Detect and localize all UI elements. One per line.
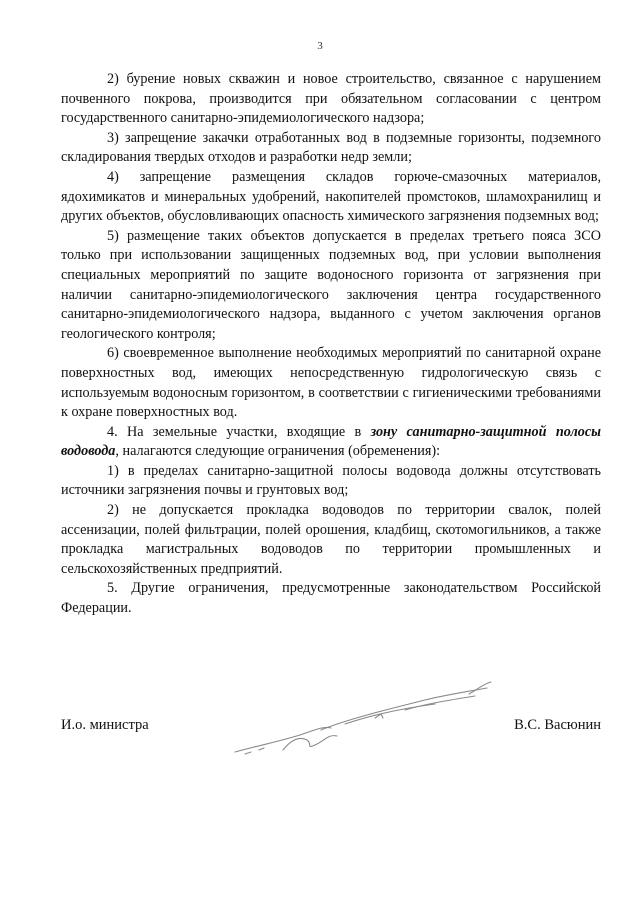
paragraph-item-6: 6) своевременное выполнение необходимых мероприятий по санитарной охране поверхностных вод, имеющих непосредственную гидрологическую связь с используемым водоносным горизонтом, в соответствии с гигиеническими требованиями к охране поверхностных вод. bbox=[61, 345, 601, 421]
paragraph-item-5: 5) размещение таких объектов допускается в пределах третьего пояса ЗСО только при использовании защищенных подземных вод, при условии выполнения специальных мероприятий по защите водоносного горизонта от загрязнения при наличии санитарно-эпидемиологического заключения центра государственного санитарно-эпидемиологического надзора, выданного с учетом заключения органов геологического контроля; bbox=[61, 227, 601, 342]
paragraph-item-4-1: 1) в пределах санитарно-защитной полосы водовода должны отсутствовать источники загрязнения почвы и грунтовых вод; bbox=[61, 462, 601, 499]
paragraph-item-4: 4) запрещение размещения складов горюче-смазочных материалов, ядохимикатов и минеральных удобрений, накопителей промстоков, шламохранилищ и других объектов, обусловливающих опасность химического загрязнения подземных вод; bbox=[61, 168, 601, 225]
signatory-name: В.С. Васюнин bbox=[514, 717, 601, 733]
document-body bbox=[61, 70, 601, 619]
paragraph-item-4-2: 2) не допускается прокладка водоводов по территории свалок, полей ассенизации, полей фильтрации, полей орошения, кладбищ, скотомогильников, а также прокладка магистральных водоводов по территории промышленных и сельскохозяйственных предприятий. bbox=[61, 502, 601, 577]
signature-block bbox=[61, 717, 601, 739]
section-4-suffix: , налагаются следующие ограничения (обременения): bbox=[115, 443, 441, 460]
signatory-position: И.о. министра bbox=[61, 717, 149, 733]
section-4-prefix: 4. На земельные участки, входящие в bbox=[107, 423, 371, 440]
paragraph-item-2: 2) бурение новых скважин и новое строительство, связанное с нарушением почвенного покрова, производится при обязательном согласовании с центром государственного санитарно-эпидемиологического надзора; bbox=[61, 71, 601, 127]
paragraph-item-3: 3) запрещение закачки отработанных вод в подземные горизонты, подземного складирования твердых отходов и разработки недр земли; bbox=[61, 129, 601, 166]
section-4-heading bbox=[61, 423, 601, 462]
section-4-emphasis: зону санитарно-защитной полосы водовода bbox=[61, 423, 601, 460]
page-number: 3 bbox=[317, 40, 323, 52]
section-5: 5. Другие ограничения, предусмотренные законодательством Российской Федерации. bbox=[61, 580, 601, 617]
